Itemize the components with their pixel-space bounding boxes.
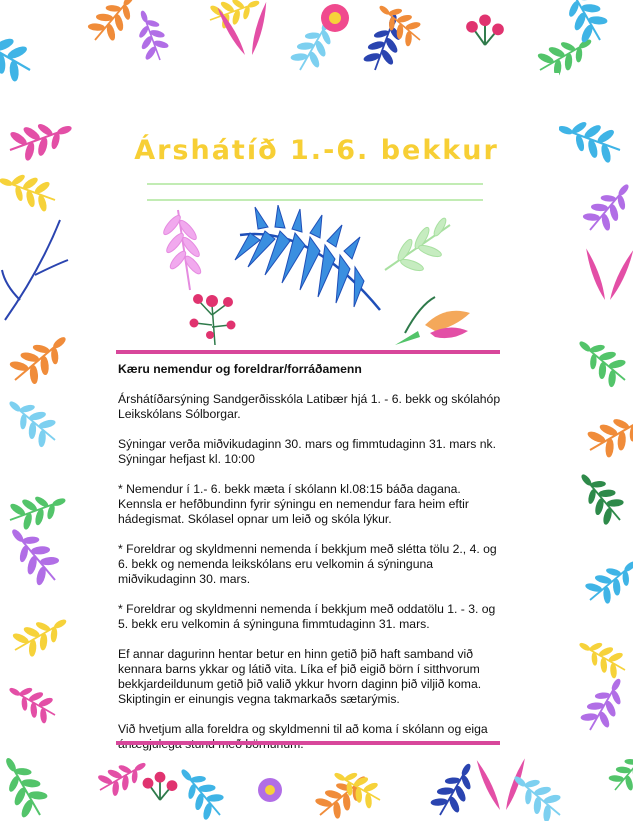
greeting: Kæru nemendur og foreldrar/forráðamenn bbox=[118, 362, 362, 376]
paragraph-odd-grades: * Foreldrar og skyldmenni nemenda í bekkjum með oddatölu 1. - 3. og 5. bekk eru velkomin á sýninguna fimmtudaginn 31. mars. bbox=[118, 602, 496, 631]
paragraph-intro: Árshátíðarsýning Sandgerðisskóla Latibær hjá 1. - 6. bekk og skólahóp Leikskólans Sólborgar. bbox=[118, 392, 501, 421]
pink-fern-icon bbox=[161, 210, 203, 290]
paragraph-students: * Nemendur í 1.- 6. bekk mæta í skólann kl.08:15 báða dagana. Kennsla er hefðbundinn fyrir sýningu en nemendur fara heim eftir hádegismat. Skólasel opnar um leið og skóla lýkur. bbox=[118, 482, 469, 526]
flower-icon bbox=[395, 297, 470, 345]
blue-palm-leaf-icon bbox=[235, 205, 380, 310]
green-leaf-icon bbox=[385, 217, 450, 273]
document-title: Árshátíð 1.-6. bekkur bbox=[134, 135, 499, 166]
paragraph-even-grades: * Foreldrar og skyldmenni nemenda í bekkjum með slétta tölu 2., 4. og 6. bekk og nemenda leikskólans eru velkomin á sýninguna miðvikudaginn 30. mars. bbox=[118, 542, 497, 586]
title-divider-top bbox=[147, 183, 483, 185]
section-divider-bottom bbox=[116, 741, 500, 745]
paragraph-schedule: Sýningar verða miðvikudaginn 30. mars og fimmtudaginn 31. mars nk. Sýningar hefjast kl. 10:00 bbox=[118, 437, 496, 466]
letter-body bbox=[118, 362, 503, 767]
berry-cluster-icon bbox=[190, 294, 236, 345]
section-divider-top bbox=[116, 350, 500, 354]
paragraph-closing: Við hvetjum alla foreldra og skyldmenni til að koma í skólann og eiga bbox=[118, 722, 488, 736]
leaf-illustration bbox=[150, 205, 490, 350]
paragraph-contact: Ef annar dagurinn hentar betur en hinn getið þið haft samband við kennara barns ykkar og látið vita. Líka ef þið eigið börn í sitthvorum bekkjardeildunum getið þið valið ykkur hvorn daginn þið viljið koma. Skiptingin er einungis vegna takmarkaðs sætarýmis. bbox=[118, 647, 482, 706]
title-divider-bottom bbox=[147, 199, 483, 201]
